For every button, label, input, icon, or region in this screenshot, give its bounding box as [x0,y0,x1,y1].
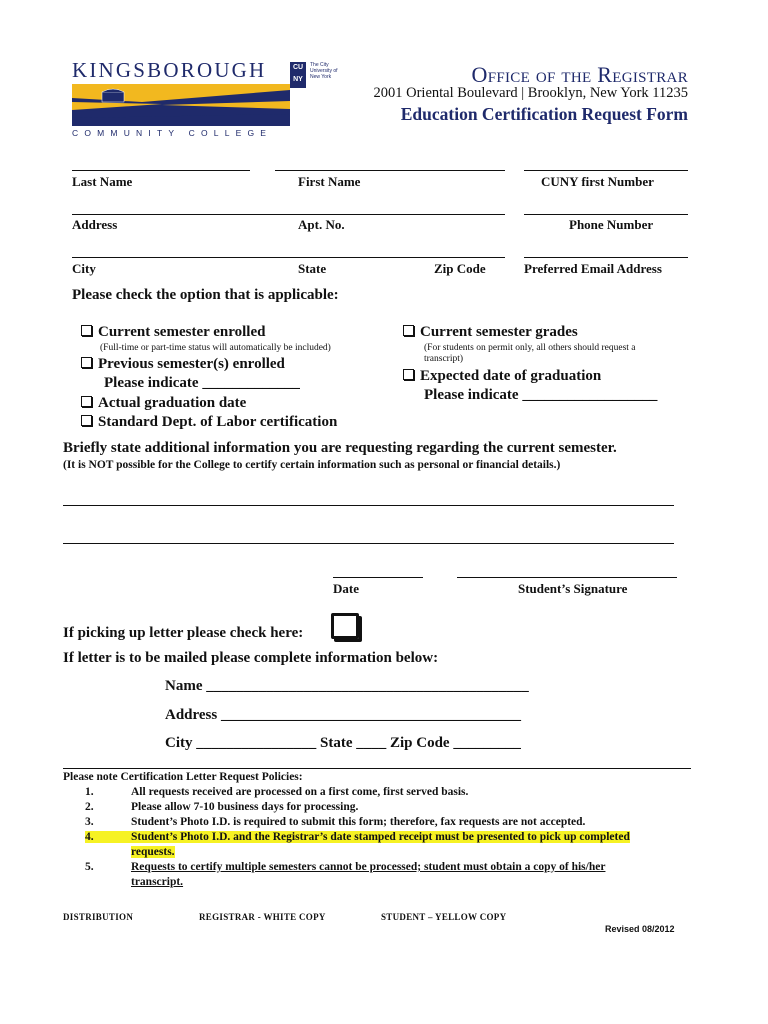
additional-line-1[interactable] [63,505,674,506]
option-labor[interactable] [81,414,337,431]
policy-text: Student’s Photo I.D. and the Registrar’s date stamped receipt must be presented to pick up completed [131,831,630,843]
first-name-line[interactable] [275,170,505,171]
policy-text-cont: requests. [131,846,175,858]
pickup-checkbox[interactable] [331,613,359,639]
logo-emblem [72,84,290,126]
date-label: Date [333,581,359,596]
policy-num: 1. [85,786,94,798]
date-line[interactable] [333,577,423,578]
checkbox-icon[interactable] [81,396,92,407]
college-logo [72,58,338,142]
city-state-zip-line[interactable] [72,257,505,258]
revised-date: Revised 08/2012 [605,924,675,934]
option-previous[interactable] [81,356,285,373]
address-line[interactable] [72,214,505,215]
policy-text: All requests received are processed on a first come, first served basis. [131,786,469,798]
option-previous-label: Previous semester(s) enrolled [98,356,285,372]
last-name-label: Last Name [72,174,133,189]
distribution-label: DISTRIBUTION [63,912,134,922]
policy-item-cont [131,846,175,858]
current-grades-note-1: (For students on permit only, all others should request a [424,343,636,353]
pickup-label: If picking up letter please check here: [63,625,304,641]
student-copy: STUDENT – YELLOW COPY [381,912,507,922]
logo-wordmark: KINGSBOROUGH [72,58,267,82]
option-actual-grad[interactable] [81,395,246,412]
option-current-enrolled-label: Current semester enrolled [98,324,266,340]
current-grades-note-2: transcript) [424,354,464,364]
option-current-grades-label: Current semester grades [420,324,578,340]
email-label: Preferred Email Address [524,261,662,276]
section-divider [63,768,691,769]
form-title: Education Certification Request Form [400,104,688,124]
option-labor-label: Standard Dept. of Labor certification [98,414,338,430]
checkbox-icon[interactable] [81,415,92,426]
zip-label: Zip Code [434,261,486,276]
state-label: State [298,261,327,276]
phone-label: Phone Number [569,217,654,232]
policy-item [85,801,358,813]
office-address: 2001 Oriental Boulevard | Brooklyn, New York 11235 [373,85,688,101]
office-title: Office of the Registrar [471,62,688,87]
signature-line[interactable] [457,577,677,578]
first-name-label: First Name [298,174,361,189]
cuny-badge-text: CU NY [292,64,304,83]
mail-name-field[interactable]: Name ___________________________________________ [165,678,529,694]
option-current-grades[interactable] [403,324,578,341]
last-name-line[interactable] [72,170,250,171]
address-label: Address [72,217,118,232]
policy-num: 5. [85,861,94,873]
policy-item [85,816,585,828]
policy-item [85,861,605,873]
option-actual-grad-label: Actual graduation date [98,395,247,411]
policy-item-highlighted [85,831,630,843]
cuny-text: The City University of New York [310,62,338,80]
policy-item [85,786,468,798]
checkbox-icon[interactable] [403,369,414,380]
cuny-badge [290,62,306,88]
policy-text: Student’s Photo I.D. is required to submit this form; therefore, fax requests are not accepted. [131,816,586,828]
option-expected-grad-label: Expected date of graduation [420,368,602,384]
cuny-first-line[interactable] [524,170,688,171]
policy-num: 3. [85,816,94,828]
checkbox-icon[interactable] [81,325,92,336]
phone-line[interactable] [524,214,688,215]
mail-city-field[interactable]: City ________________ State ____ Zip Code _________ [165,735,521,751]
policy-num: 2. [85,801,94,813]
apt-label: Apt. No. [298,217,345,232]
additional-title: Briefly state additional information you are requesting regarding the current semester. [63,440,617,456]
logo-subtitle: COMMUNITY COLLEGE [72,128,273,138]
cuny-first-label: CUNY first Number [541,174,654,189]
policy-num: 4. [85,831,131,843]
checkbox-icon[interactable] [81,357,92,368]
registrar-copy: REGISTRAR - WHITE COPY [199,912,326,922]
policy-text-cont: transcript. [131,876,184,888]
city-label: City [72,261,96,276]
additional-line-2[interactable] [63,543,674,544]
mailed-label: If letter is to be mailed please complete information below: [63,650,439,666]
policy-item-cont [131,876,183,888]
mail-address-field[interactable]: Address ________________________________________ [165,707,521,723]
policies-title: Please note Certification Letter Request Policies: [63,771,303,783]
policy-text: Please allow 7-10 business days for processing. [131,801,359,813]
previous-indicate[interactable]: Please indicate _____________ [104,375,300,391]
option-expected-grad[interactable] [403,368,601,385]
email-line[interactable] [524,257,688,258]
options-heading: Please check the option that is applicable: [72,287,339,303]
policy-text: Requests to certify multiple semesters cannot be processed; student must obtain a copy of his/her [131,861,606,873]
additional-note: (It is NOT possible for the College to certify certain information such as personal or financial details.) [63,459,561,471]
current-enrolled-note: (Full-time or part-time status will automatically be included) [100,343,331,353]
option-current-enrolled[interactable] [81,324,265,341]
signature-label: Student’s Signature [518,581,628,596]
checkbox-icon[interactable] [403,325,414,336]
expected-indicate[interactable]: Please indicate __________________ [424,387,658,403]
